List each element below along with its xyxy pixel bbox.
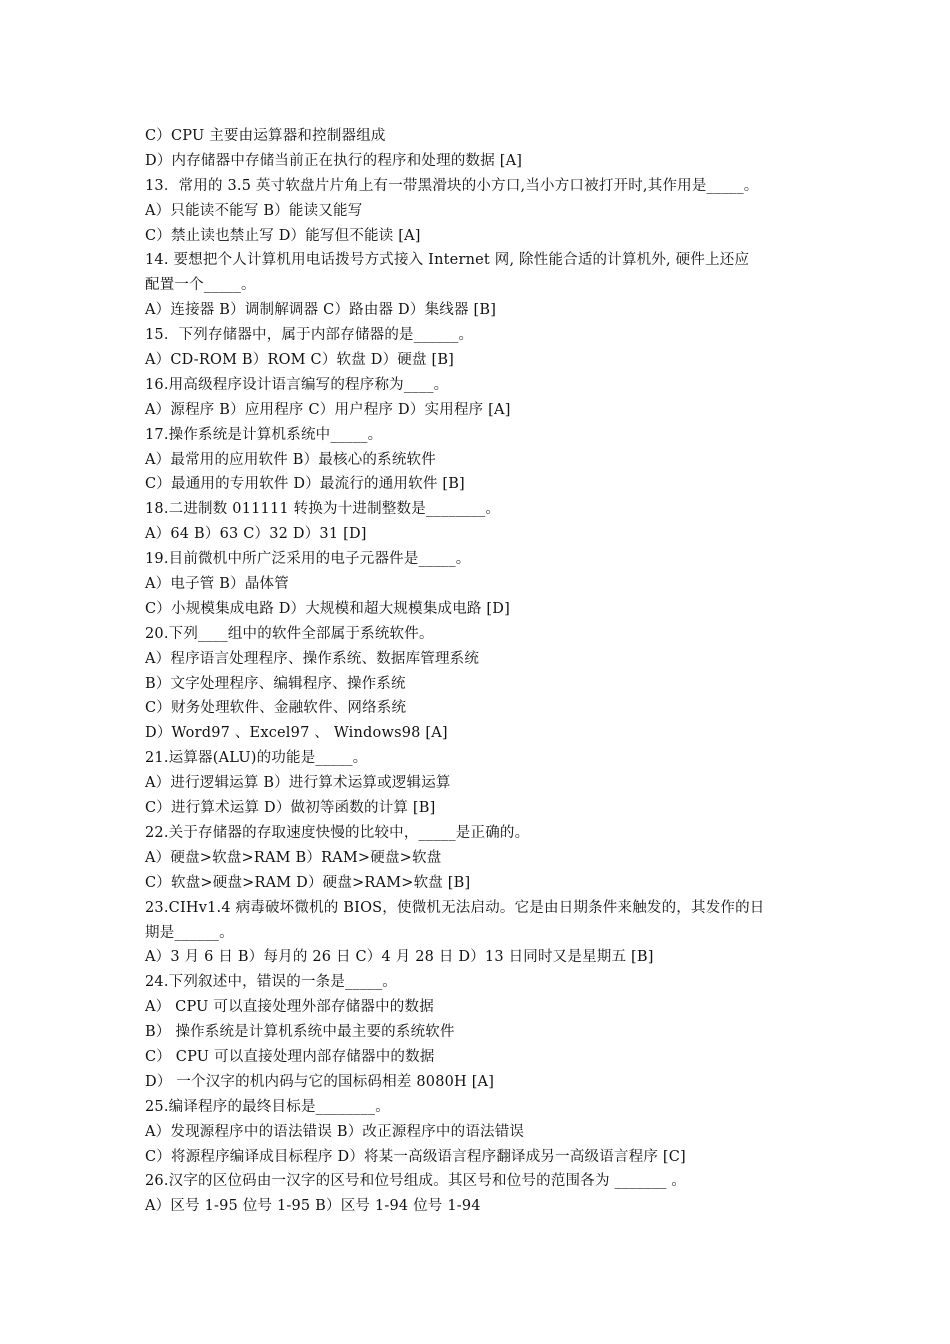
text-line: A）电子管 B）晶体管 bbox=[145, 576, 289, 593]
text-line: A）CD-ROM B）ROM C）软盘 D）硬盘 [B] bbox=[145, 352, 455, 369]
text-line: A）3 月 6 日 B）每月的 26 日 C）4 月 28 日 D）13 日同时又是星期五 [B] bbox=[145, 949, 654, 966]
question-26: 26.汉字的区位码由一汉字的区号和位号组成。其区号和位号的范围各为 _______ 。 bbox=[145, 1173, 687, 1190]
question-22: 22.关于存储器的存取速度快慢的比较中，_____是正确的。 bbox=[145, 824, 530, 841]
document-body bbox=[145, 124, 825, 1219]
text-line: C） CPU 可以直接处理内部存储器中的数据 bbox=[145, 1048, 435, 1065]
text-line: D） 一个汉字的机内码与它的国标码相差 8080H [A] bbox=[145, 1073, 495, 1090]
question-14: 14. 要想把个人计算机用电话拨号方式接入 Internet 网, 除性能合适的计算机外, 硬件上还应 bbox=[145, 252, 750, 269]
text-line: A）程序语言处理程序、操作系统、数据库管理系统 bbox=[145, 650, 480, 667]
question-20: 20.下列____组中的软件全部属于系统软件。 bbox=[145, 625, 434, 642]
text-line: C）将源程序编译成目标程序 D）将某一高级语言程序翻译成另一高级语言程序 [C] bbox=[145, 1148, 686, 1165]
text-line: A）进行逻辑运算 B）进行算术运算或逻辑运算 bbox=[145, 775, 451, 792]
text-line: D）内存储器中存储当前正在执行的程序和处理的数据 [A] bbox=[145, 152, 523, 169]
text-line: C）CPU 主要由运算器和控制器组成 bbox=[145, 128, 386, 144]
text-line: C）财务处理软件、金融软件、网络系统 bbox=[145, 700, 407, 717]
text-line: A）只能读不能写 B）能读又能写 bbox=[145, 202, 363, 219]
text-line: C）禁止读也禁止写 D）能写但不能读 [A] bbox=[145, 227, 421, 244]
text-line: 配置一个_____。 bbox=[145, 277, 256, 294]
text-line: A）硬盘>软盘>RAM B）RAM>硬盘>软盘 bbox=[145, 849, 442, 866]
question-17: 17.操作系统是计算机系统中_____。 bbox=[145, 426, 383, 443]
text-line: D）Word97 、Excel97 、 Windows98 [A] bbox=[145, 725, 448, 742]
text-line: A）发现源程序中的语法错误 B）改正源程序中的语法错误 bbox=[145, 1123, 525, 1140]
text-line: A）源程序 B）应用程序 C）用户程序 D）实用程序 [A] bbox=[145, 401, 511, 418]
question-16: 16.用高级程序设计语言编写的程序称为____。 bbox=[145, 376, 449, 393]
text-line: A）64 B）63 C）32 D）31 [D] bbox=[145, 526, 367, 543]
question-24: 24.下列叙述中，错误的一条是_____。 bbox=[145, 974, 398, 991]
text-line: B） 操作系统是计算机系统中最主要的系统软件 bbox=[145, 1024, 455, 1041]
text-line: 期是______。 bbox=[145, 924, 234, 941]
question-25: 25.编译程序的最终目标是________。 bbox=[145, 1098, 390, 1115]
question-13: 13．常用的 3.5 英寸软盘片片角上有一带黑滑块的小方口,当小方口被打开时,其作用是_____。 bbox=[145, 177, 759, 194]
text-line: A）区号 1-95 位号 1-95 B）区号 1-94 位号 1-94 bbox=[145, 1198, 481, 1215]
question-18: 18.二进制数 011111 转换为十进制整数是________。 bbox=[145, 501, 501, 518]
question-23: 23.CIHv1.4 病毒破坏微机的 BIOS，使微机无法启动。它是由日期条件来触发的，其发作的日 bbox=[145, 899, 765, 916]
text-line: C）最通用的专用软件 D）最流行的通用软件 [B] bbox=[145, 476, 465, 493]
question-19: 19.目前微机中所广泛采用的电子元器件是_____。 bbox=[145, 551, 471, 568]
text-line: A） CPU 可以直接处理外部存储器中的数据 bbox=[145, 999, 434, 1016]
question-21: 21.运算器(ALU)的功能是_____。 bbox=[145, 750, 368, 767]
text-line: A）连接器 B）调制解调器 C）路由器 D）集线器 [B] bbox=[145, 302, 497, 319]
text-line: B）文字处理程序、编辑程序、操作系统 bbox=[145, 675, 406, 692]
text-line: C）小规模集成电路 D）大规模和超大规模集成电路 [D] bbox=[145, 600, 510, 617]
question-15: 15．下列存储器中，属于内部存储器的是______。 bbox=[145, 327, 474, 344]
text-line: C）软盘>硬盘>RAM D）硬盘>RAM>软盘 [B] bbox=[145, 874, 471, 891]
text-line: C）进行算术运算 D）做初等函数的计算 [B] bbox=[145, 800, 436, 817]
text-line: A）最常用的应用软件 B）最核心的系统软件 bbox=[145, 451, 436, 468]
